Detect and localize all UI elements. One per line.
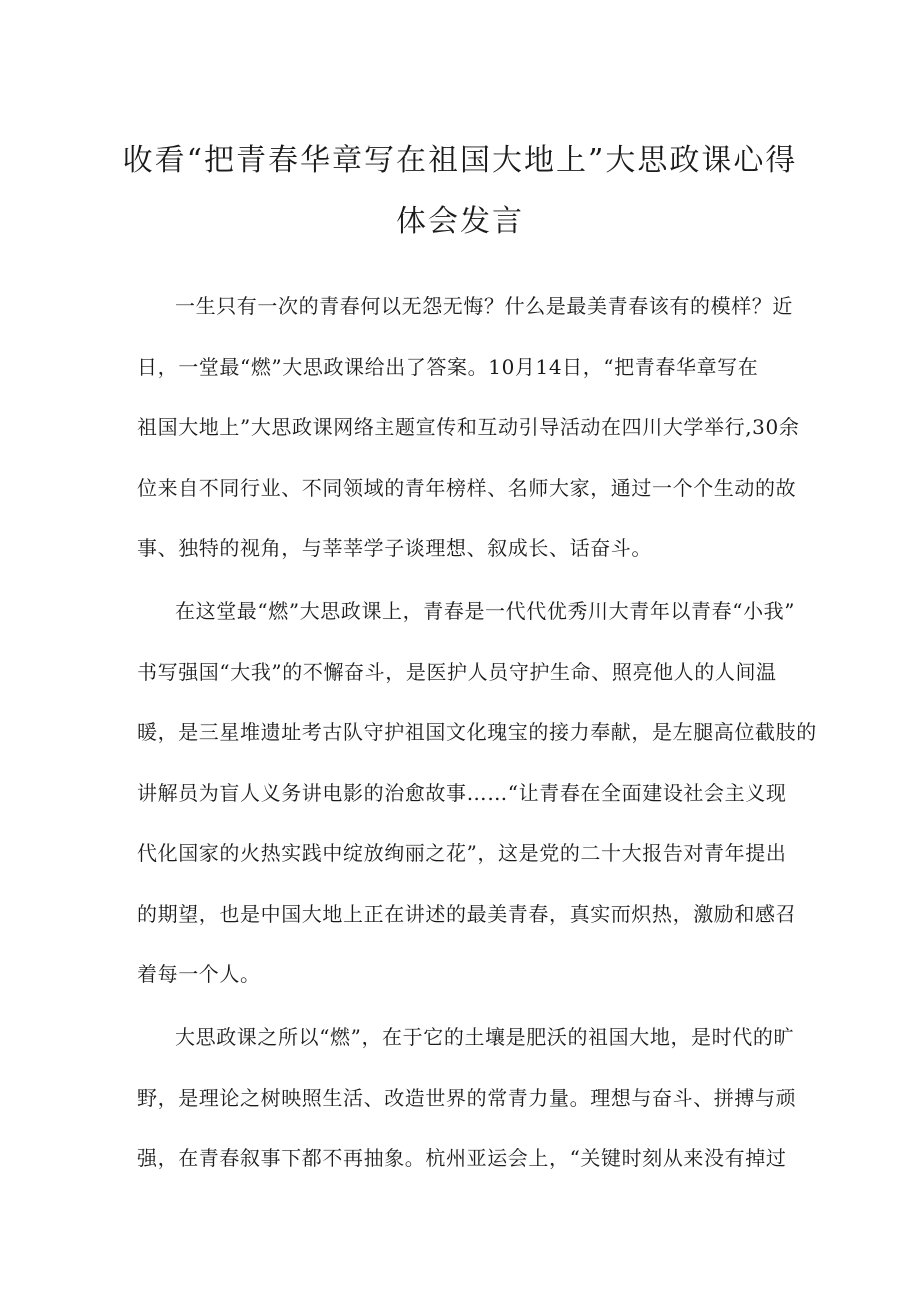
paragraph-1: [137, 276, 800, 579]
paragraph-line: 的期望，也是中国大地上正在讲述的最美青春，真实而炽热，激励和感召: [137, 901, 797, 926]
paragraph-line: 着每一个人。: [137, 962, 261, 986]
paragraph-line: 野，是理论之树映照生活、改造世界的常青力量。理想与奋斗、拼搏与顽: [137, 1085, 797, 1110]
paragraph-line: 书写强国“大我”的不懈奋斗，是医护人员守护生命、照亮他人的人间温: [137, 659, 777, 684]
paragraph-line: 强，在青春叙事下都不再抽象。杭州亚运会上，“关键时刻从来没有掉过: [137, 1146, 787, 1170]
paragraph-line: 位来自不同行业、不同领域的青年榜样、名师大家，通过一个个生动的故: [137, 475, 797, 500]
paragraph-2: [137, 581, 817, 1005]
document-title-line-2: 体会发言: [396, 204, 524, 239]
paragraph-line: 在这堂最“燃”大思政课上，青春是一代代优秀川大青年以青春“小我”: [175, 599, 796, 623]
paragraph-line: 日，一堂最“燃”大思政课给出了答案。10月14日，“把青春华章写在: [137, 354, 759, 379]
paragraph-line: 事、独特的视角，与莘莘学子谈理想、叙成长、话奋斗。: [137, 536, 652, 560]
paragraph-line: 代化国家的火热实践中绽放绚丽之花”，这是党的二十大报告对青年提出: [137, 841, 787, 865]
paragraph-line: 大思政课之所以“燃”，在于它的土壤是肥沃的祖国大地，是时代的旷: [175, 1025, 795, 1049]
document-title-line-1: 收看“把青春华章写在祖国大地上”大思政课心得: [122, 143, 798, 178]
paragraph-3: [137, 1007, 797, 1189]
paragraph-line: 祖国大地上”大思政课网络主题宣传和互动引导活动在四川大学举行,30余: [137, 415, 800, 439]
paragraph-line: 一生只有一次的青春何以无怨无悔？什么是最美青春该有的模样？近: [175, 294, 793, 318]
paragraph-line: 讲解员为盲人义务讲电影的治愈故事……“让青春在全面建设社会主义现: [137, 780, 787, 805]
paragraph-line: 暖，是三星堆遗址考古队守护祖国文化瑰宝的接力奉献，是左腿高位截肢的: [137, 720, 817, 744]
